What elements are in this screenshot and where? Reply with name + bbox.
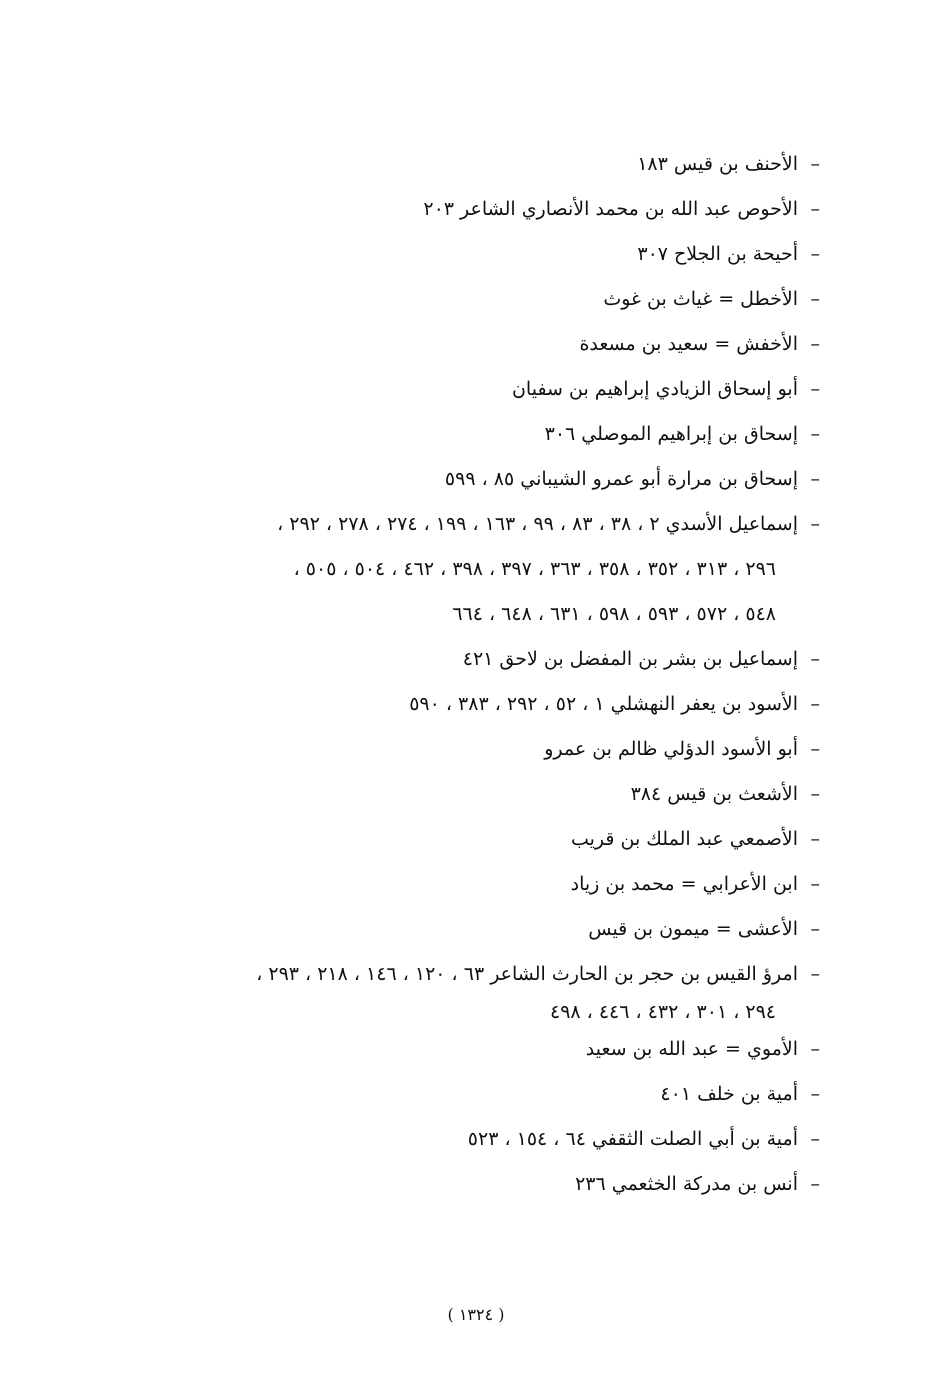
entry-continuation-text: ٢٩٤ ، ٣٠١ ، ٤٣٢ ، ٤٤٦ ، ٤٩٨ [550, 1001, 776, 1023]
entry-dash: – [810, 828, 820, 850]
entry-continuation-text: ٢٩٦ ، ٣١٣ ، ٣٥٢ ، ٣٥٨ ، ٣٦٣ ، ٣٩٧ ، ٣٩٨ ، ٤٦٢ ، ٥٠٤ ، ٥٠٥ ، [293, 558, 776, 580]
index-entry [120, 367, 820, 412]
entry-text: أبو الأسود الدؤلي ظالم بن عمرو [544, 738, 798, 760]
entry-dash: – [810, 873, 820, 895]
entry-text: إسماعيل الأسدي ٢ ، ٣٨ ، ٨٣ ، ٩٩ ، ١٦٣ ، ١٩٩ ، ٢٧٤ ، ٢٧٨ ، ٢٩٢ ، [277, 513, 798, 535]
entry-text: ابن الأعرابي = محمد بن زياد [570, 873, 798, 895]
entry-dash: – [810, 1173, 820, 1195]
index-entry [120, 412, 820, 457]
entry-dash: – [810, 378, 820, 400]
index-entry [120, 1072, 820, 1117]
entry-dash: – [810, 288, 820, 310]
index-entry [120, 457, 820, 502]
entry-text: أبو إسحاق الزيادي إبراهيم بن سفيان [511, 378, 798, 400]
entry-dash: – [810, 468, 820, 490]
entry-dash: – [810, 738, 820, 760]
entry-dash: – [810, 423, 820, 445]
index-entry [120, 817, 820, 862]
index-entry [120, 502, 820, 637]
entry-text: أمية بن أبي الصلت الثقفي ٦٤ ، ١٥٤ ، ٥٢٣ [467, 1128, 798, 1150]
entry-dash: – [810, 963, 820, 985]
entry-continuation-text: ٥٤٨ ، ٥٧٢ ، ٥٩٣ ، ٥٩٨ ، ٦٣١ ، ٦٤٨ ، ٦٦٤ [452, 603, 776, 625]
entry-text: إسحاق بن مرارة أبو عمرو الشيباني ٨٥ ، ٥٩٩ [444, 468, 798, 490]
entry-text: الأعشى = ميمون بن قيس [588, 918, 798, 940]
entry-dash: – [810, 918, 820, 940]
entry-text: أنس بن مدركة الخثعمي ٢٣٦ [575, 1173, 798, 1195]
index-entry [120, 187, 820, 232]
entry-text: الأسود بن يعفر النهشلي ١ ، ٥٢ ، ٢٩٢ ، ٣٨٣ ، ٥٩٠ [409, 693, 798, 715]
entry-dash: – [810, 333, 820, 355]
entry-text: الأخطل = غياث بن غوث [603, 288, 798, 310]
index-entry [120, 1027, 820, 1072]
index-entry [120, 637, 820, 682]
entry-text: امرؤ القيس بن حجر بن الحارث الشاعر ٦٣ ، ١٢٠ ، ١٤٦ ، ٢١٨ ، ٢٩٣ ، [256, 963, 798, 985]
entry-dash: – [810, 693, 820, 715]
index-entry [120, 862, 820, 907]
entry-text: الأشعث بن قيس ٣٨٤ [630, 783, 798, 805]
index-entry [120, 277, 820, 322]
entry-dash: – [810, 783, 820, 805]
index-entries-list [120, 142, 820, 1207]
entry-dash: – [810, 198, 820, 220]
index-entry [120, 772, 820, 817]
index-entry [120, 907, 820, 952]
entry-text: الأخفش = سعيد بن مسعدة [579, 333, 798, 355]
entry-text: الأصمعي عبد الملك بن قريب [570, 828, 798, 850]
index-entry [120, 1162, 820, 1207]
entry-dash: – [810, 1038, 820, 1060]
index-entry [120, 727, 820, 772]
entry-text: أحيحة بن الجلاح ٣٠٧ [637, 243, 798, 265]
entry-text: الأحنف بن قيس ١٨٣ [637, 153, 798, 175]
entry-dash: – [810, 1128, 820, 1150]
entry-text: أمية بن خلف ٤٠١ [660, 1083, 798, 1105]
index-entry [120, 322, 820, 367]
entry-dash: – [810, 243, 820, 265]
index-entry [120, 1117, 820, 1162]
entry-text: إسحاق بن إبراهيم الموصلي ٣٠٦ [544, 423, 798, 445]
entry-dash: – [810, 648, 820, 670]
entry-dash: – [810, 153, 820, 175]
index-entry [120, 232, 820, 277]
page-number: ( ١٣٢٤ ) [447, 1305, 505, 1324]
entry-text: الأموي = عبد الله بن سعيد [585, 1038, 798, 1060]
entry-dash: – [810, 513, 820, 535]
entry-dash: – [810, 1083, 820, 1105]
entry-text: الأحوص عبد الله بن محمد الأنصاري الشاعر ٢٠٣ [423, 198, 798, 220]
index-entry [120, 682, 820, 727]
index-entry [120, 142, 820, 187]
index-entry [120, 952, 820, 1027]
entry-text: إسماعيل بن بشر بن المفضل بن لاحق ٤٢١ [462, 648, 798, 670]
